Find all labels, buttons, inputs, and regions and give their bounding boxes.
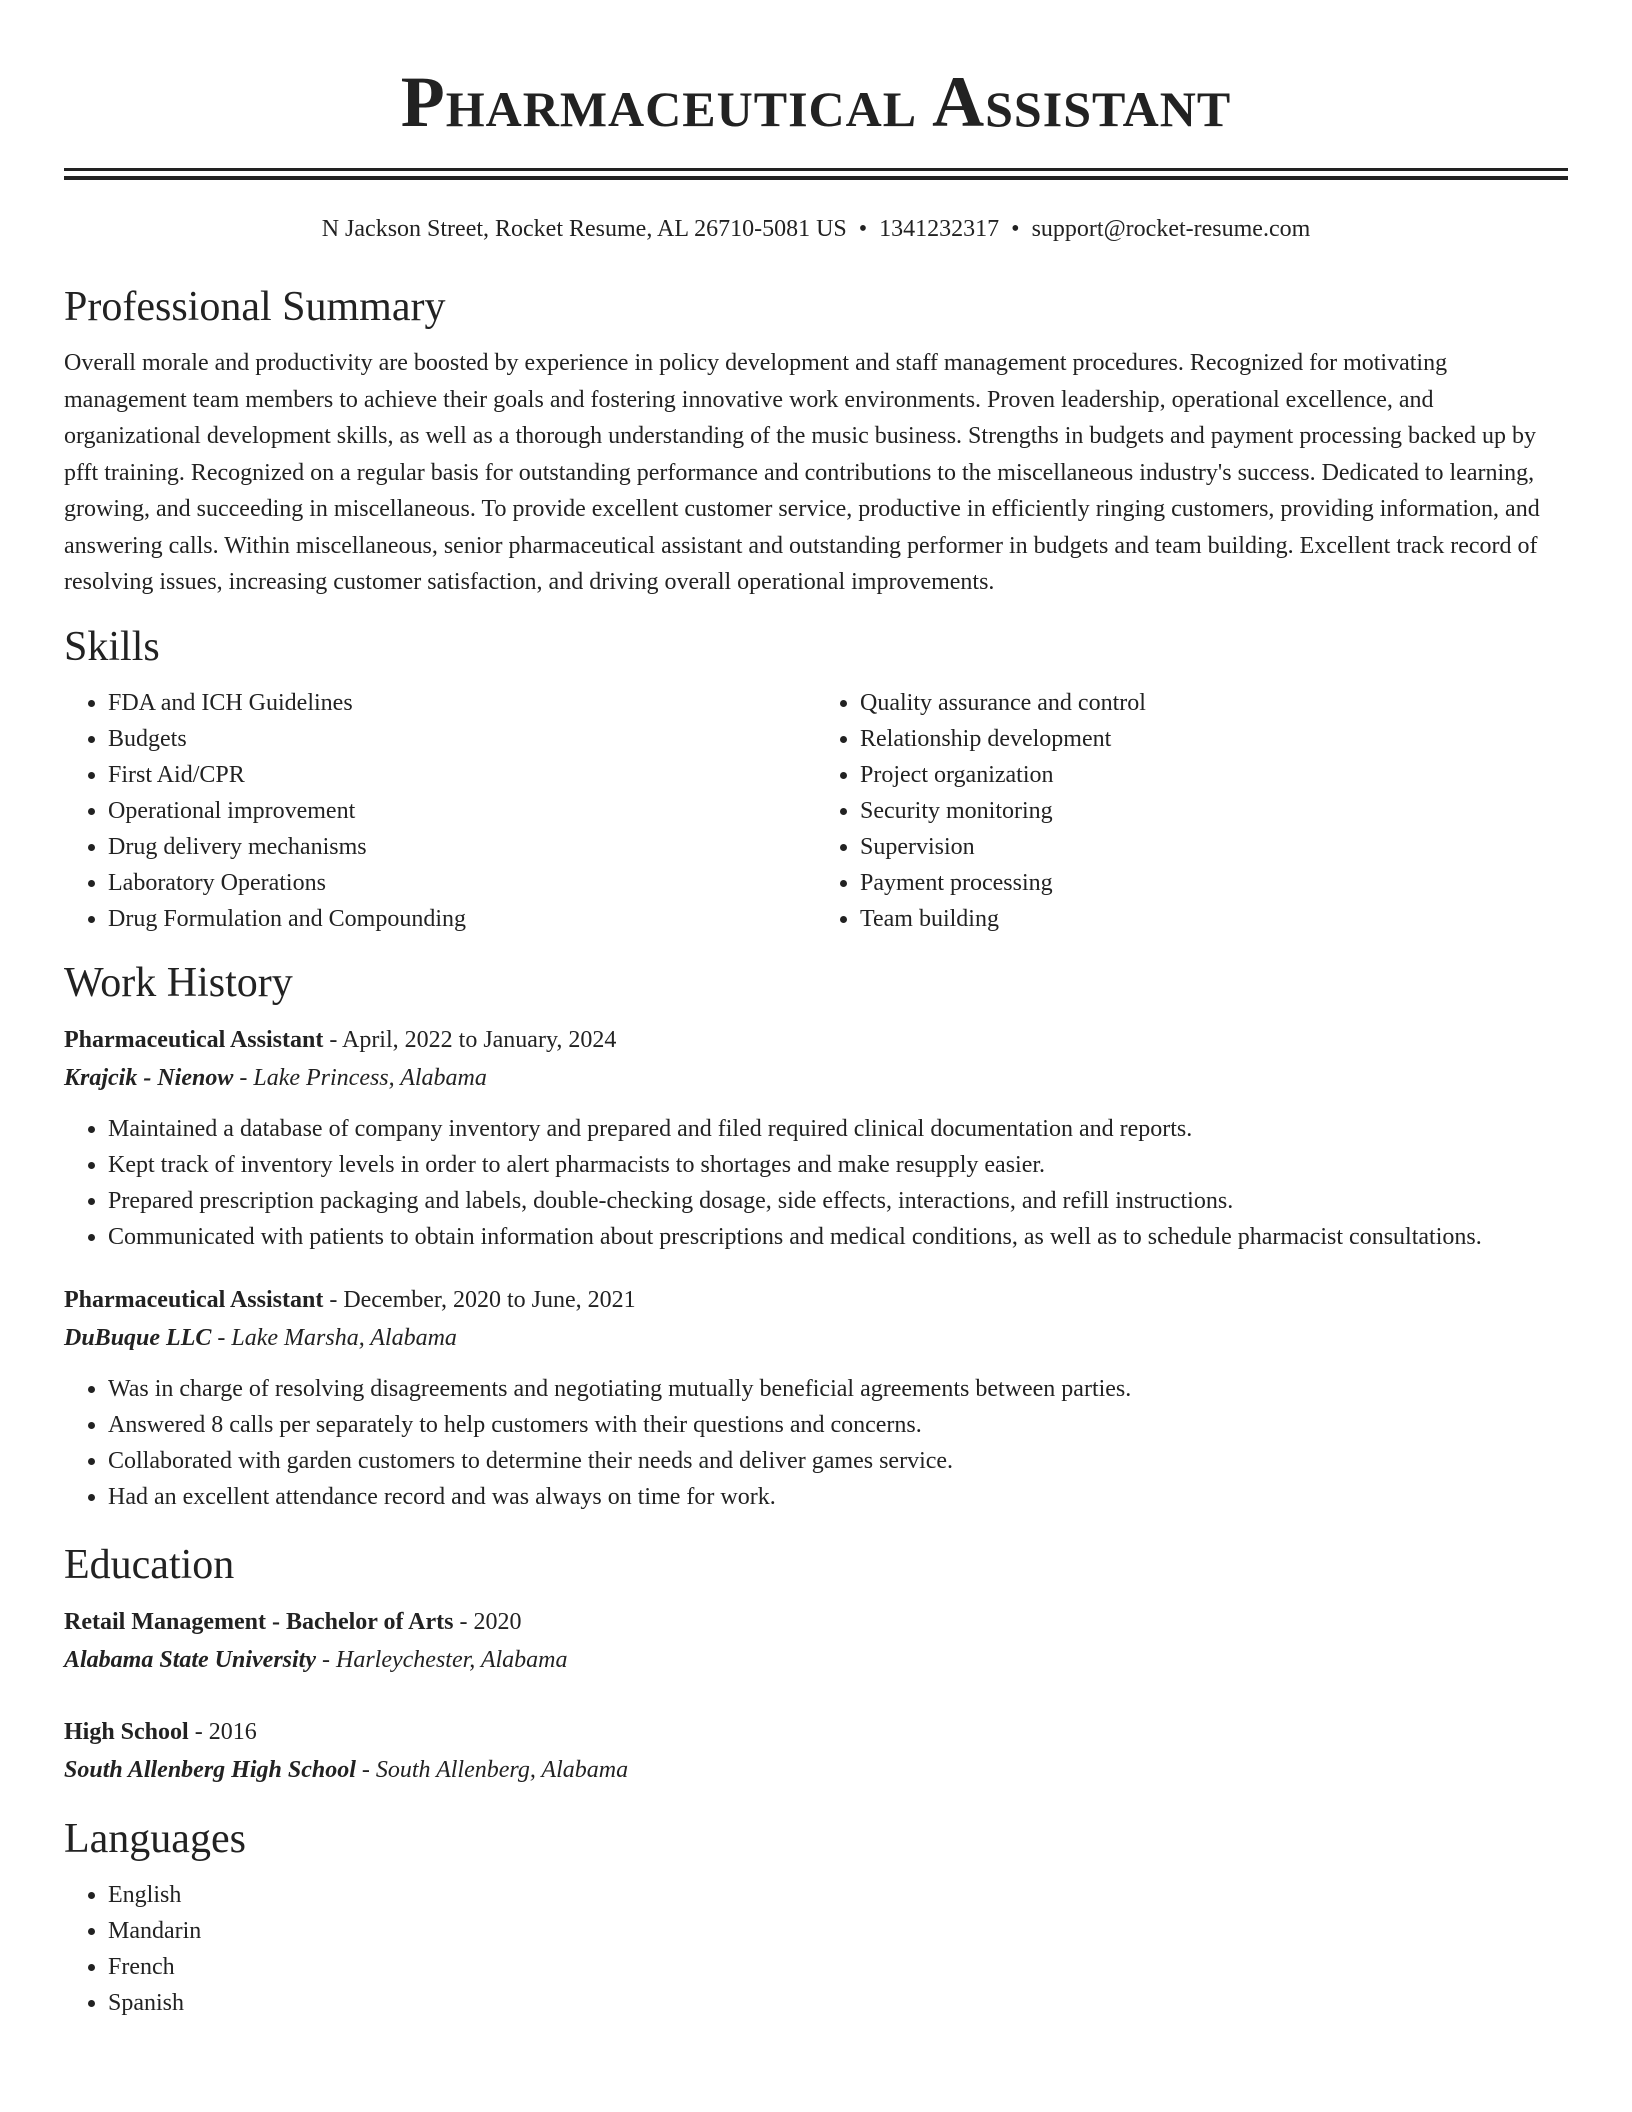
education-school: Alabama State University (64, 1646, 316, 1673)
language-item: • Spanish (108, 1985, 1568, 2021)
education-degree: Retail Management - Bachelor of Arts (64, 1608, 454, 1635)
education-year: 2020 (473, 1608, 522, 1635)
work-history-section (64, 957, 1568, 1515)
contact-address: N Jackson Street, Rocket Resume, AL 26710-5081 US (321, 216, 847, 242)
summary-text: Overall morale and productivity are boosted by experience in policy development and staff management procedures. Recognized for motivating management team members to achieve their goals and fostering innovative work environments. Proven leadership, operational excellence, and organizational development skills, as well as a thorough understanding of the music business. Strengths in budgets and payment processing backed up by pfft training. Recognized on a regular basis for outstanding performance and contributions to the miscellaneous industry's success. Dedicated to learning, growing, and succeeding in miscellaneous. To provide excellent customer service, productive in efficiently ringing customers, providing information, and answering calls. Within miscellaneous, senior pharmaceutical assistant and outstanding performer in budgets and team building. Excellent track record of resolving issues, increasing customer satisfaction, and driving overall operational improvements. (64, 350, 1540, 595)
job-bullet: • Prepared prescription packaging and labels, double-checking dosage, side effects, interactions, and refill instructions. (108, 1183, 1568, 1219)
section-heading-education: Education (64, 1541, 235, 1588)
job-bullet: • Maintained a database of company inventory and prepared and filed required clinical documentation and reports. (108, 1111, 1568, 1147)
job-location: Lake Princess, Alabama (253, 1064, 487, 1091)
education-entry (64, 1603, 1568, 1679)
summary-section (64, 281, 1568, 601)
education-school-line: Alabama State University - Harleychester, Alabama (64, 1646, 568, 1673)
job-company: DuBuque LLC (64, 1324, 212, 1351)
job-bullets (64, 1111, 1568, 1255)
contact-phone: 1341232317 (879, 216, 1000, 242)
skill-item: • Project organization (860, 757, 1568, 793)
skill-item: • First Aid/CPR (108, 757, 816, 793)
job-employer-line: DuBuque LLC - Lake Marsha, Alabama (64, 1324, 457, 1351)
skill-item: • Security monitoring (860, 793, 1568, 829)
skills-list-left (64, 685, 816, 937)
job-bullet: • Collaborated with garden customers to determine their needs and deliver games service. (108, 1443, 1568, 1479)
education-entry (64, 1713, 1568, 1789)
language-item: • English (108, 1877, 1568, 1913)
education-school: South Allenberg High School (64, 1756, 356, 1783)
title-double-rule (64, 168, 1568, 180)
skill-item: • Supervision (860, 829, 1568, 865)
job-header: Pharmaceutical Assistant - April, 2022 to January, 2024 (64, 1026, 617, 1053)
section-heading-summary: Professional Summary (64, 284, 446, 330)
contact-separator: • (858, 216, 868, 242)
contact-email: support@rocket-resume.com (1031, 216, 1311, 242)
section-heading-languages: Languages (64, 1815, 246, 1862)
education-year: 2016 (208, 1718, 257, 1745)
education-header: Retail Management - Bachelor of Arts - 2020 (64, 1608, 522, 1635)
job-dates: December, 2020 to June, 2021 (343, 1286, 636, 1313)
section-heading-skills: Skills (64, 623, 160, 670)
education-degree: High School (64, 1718, 189, 1745)
education-location: South Allenberg, Alabama (375, 1756, 629, 1783)
education-school-line: South Allenberg High School - South Allenberg, Alabama (64, 1756, 629, 1783)
language-item: • Mandarin (108, 1913, 1568, 1949)
skill-item: • Operational improvement (108, 793, 816, 829)
job-bullets (64, 1371, 1568, 1515)
skill-item: • Drug Formulation and Compounding (108, 901, 816, 937)
resume-title: Pharmaceutical Assistant (400, 62, 1232, 142)
job-dates: April, 2022 to January, 2024 (341, 1026, 617, 1053)
job-bullet: • Answered 8 calls per separately to help customers with their questions and concerns. (108, 1407, 1568, 1443)
skill-item: • Team building (860, 901, 1568, 937)
job-bullet: • Was in charge of resolving disagreements and negotiating mutually beneficial agreements between parties. (108, 1371, 1568, 1407)
skill-item: • Laboratory Operations (108, 865, 816, 901)
job-header: Pharmaceutical Assistant - December, 2020 to June, 2021 (64, 1286, 636, 1313)
job-employer-line: Krajcik - Nienow - Lake Princess, Alabama (64, 1064, 487, 1091)
contact-separator: • (1011, 216, 1020, 242)
education-header: High School - 2016 (64, 1718, 257, 1745)
skill-item: • Drug delivery mechanisms (108, 829, 816, 865)
education-location: Harleychester, Alabama (336, 1646, 568, 1673)
skill-item: • Budgets (108, 721, 816, 757)
skill-item: • FDA and ICH Guidelines (108, 685, 816, 721)
job-bullet: • Communicated with patients to obtain information about prescriptions and medical conditions, as well as to schedule pharmacist consultations. (108, 1219, 1568, 1255)
job-bullet: • Had an excellent attendance record and was always on time for work. (108, 1479, 1568, 1515)
contact-line (64, 213, 1568, 245)
section-heading-work-history: Work History (64, 959, 293, 1006)
job-entry (64, 1281, 1568, 1515)
languages-section (64, 1813, 1568, 2021)
skill-item: • Relationship development (860, 721, 1568, 757)
job-title: Pharmaceutical Assistant (64, 1286, 324, 1313)
skills-columns (64, 685, 1568, 937)
languages-list (64, 1877, 1568, 2021)
job-title: Pharmaceutical Assistant (64, 1026, 324, 1053)
job-location: Lake Marsha, Alabama (231, 1324, 457, 1351)
skill-item: • Quality assurance and control (860, 685, 1568, 721)
education-section (64, 1539, 1568, 1789)
job-bullet: • Kept track of inventory levels in order to alert pharmacists to shortages and make resupply easier. (108, 1147, 1568, 1183)
job-entry (64, 1021, 1568, 1255)
job-company: Krajcik - Nienow (64, 1064, 234, 1091)
skills-section (64, 621, 1568, 937)
skill-item: • Payment processing (860, 865, 1568, 901)
skills-list-right (816, 685, 1568, 937)
language-item: • French (108, 1949, 1568, 1985)
